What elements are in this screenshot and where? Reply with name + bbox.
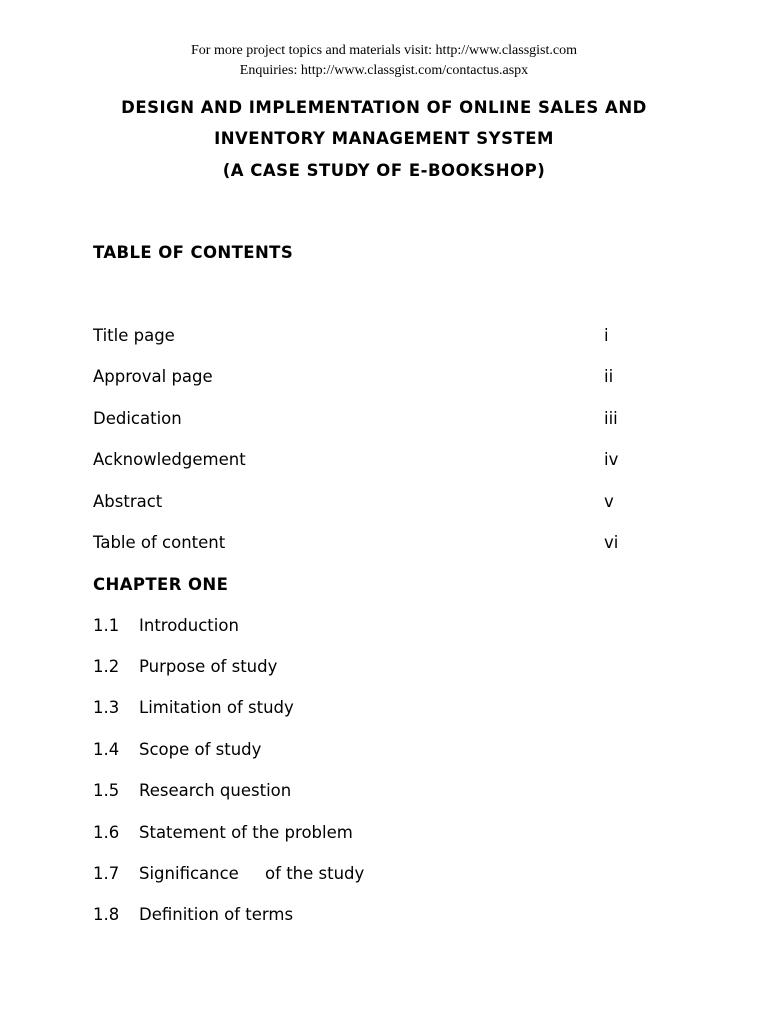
toc-entry-page: ii xyxy=(604,367,614,386)
document-title-line-3: (A CASE STUDY OF E-BOOKSHOP) xyxy=(222,161,546,180)
toc-entry-label: Dedication xyxy=(93,409,182,428)
toc-entry-label: Table of content xyxy=(93,533,226,552)
header-website-line: For more project topics and materials visit: http://www.classgist.com xyxy=(191,43,577,58)
section-title: Scope of study xyxy=(139,740,262,759)
section-number: 1.6 xyxy=(93,823,120,842)
section-title: Purpose of study xyxy=(139,657,278,676)
section-number: 1.2 xyxy=(93,657,120,676)
section-entry xyxy=(93,615,653,637)
section-title: Research question xyxy=(139,781,292,800)
section-number: 1.4 xyxy=(93,740,120,759)
toc-entry-page: i xyxy=(604,326,609,345)
chapter-one-heading: CHAPTER ONE xyxy=(93,575,229,594)
section-number: 1.5 xyxy=(93,781,120,800)
section-entry xyxy=(93,904,653,926)
section-title: Limitation of study xyxy=(139,698,294,717)
toc-entry xyxy=(93,449,653,471)
toc-entry xyxy=(93,366,653,388)
section-number: 1.1 xyxy=(93,616,120,635)
section-number: 1.8 xyxy=(93,905,120,924)
section-entry xyxy=(93,656,653,678)
header-enquiries-line: Enquiries: http://www.classgist.com/contactus.aspx xyxy=(239,63,529,78)
section-entry xyxy=(93,697,653,719)
toc-entry xyxy=(93,325,653,347)
toc-heading: TABLE OF CONTENTS xyxy=(93,243,294,262)
document-title-line-2: INVENTORY MANAGEMENT SYSTEM xyxy=(214,129,554,148)
section-entry xyxy=(93,780,653,802)
section-entry xyxy=(93,739,653,761)
toc-entry-page: iii xyxy=(604,409,618,428)
section-title: Significance of the study xyxy=(139,864,365,883)
toc-entry xyxy=(93,491,653,513)
toc-entry-label: Title page xyxy=(93,326,175,345)
toc-entry-label: Abstract xyxy=(93,492,163,511)
toc-entry-label: Acknowledgement xyxy=(93,450,246,469)
toc-entry-page: iv xyxy=(604,450,619,469)
document-title-line-1: DESIGN AND IMPLEMENTATION OF ONLINE SALES AND xyxy=(121,98,647,117)
section-number: 1.3 xyxy=(93,698,120,717)
toc-entry xyxy=(93,408,653,430)
toc-entry xyxy=(93,532,653,554)
section-entry xyxy=(93,863,653,885)
toc-entry-page: v xyxy=(604,492,614,511)
section-number: 1.7 xyxy=(93,864,120,883)
section-entry xyxy=(93,822,653,844)
section-title: Statement of the problem xyxy=(139,823,353,842)
section-title: Introduction xyxy=(139,616,239,635)
toc-entry-label: Approval page xyxy=(93,367,213,386)
toc-entry-page: vi xyxy=(604,533,619,552)
section-title: Definition of terms xyxy=(139,905,294,924)
